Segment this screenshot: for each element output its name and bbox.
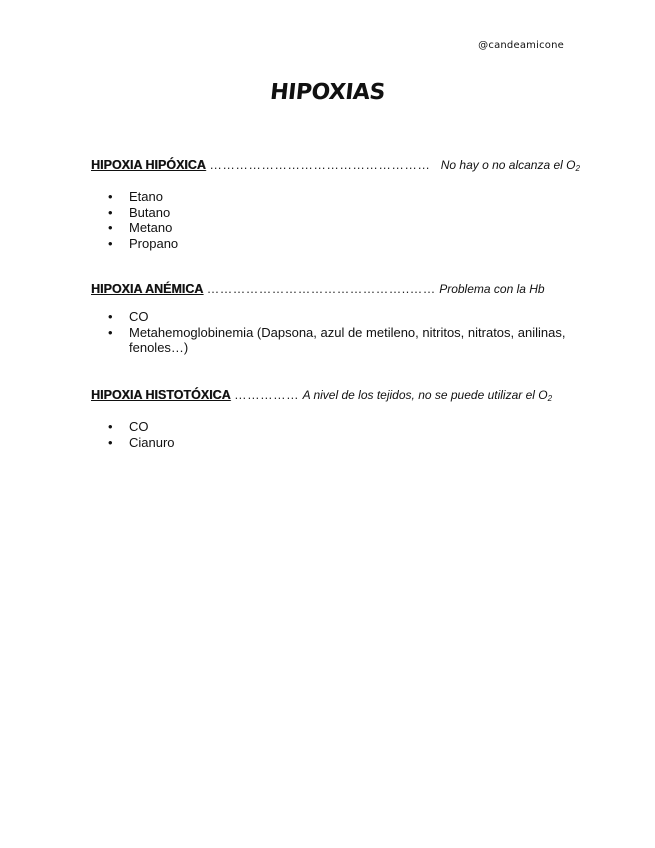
section-hipoxia-histotoxica (91, 387, 571, 450)
section-title: HIPOXIA HISTOTÓXICA (91, 388, 231, 402)
list-item: • Propano (129, 236, 571, 252)
subscript: 2 (547, 394, 553, 403)
list-item: • Metano (129, 220, 571, 236)
section-description: Problema con la Hb (439, 282, 545, 296)
section-description (441, 158, 580, 172)
list-item: • Cianuro (129, 435, 571, 451)
section-heading (91, 387, 571, 407)
bullet-list (91, 419, 571, 450)
section-hipoxia-hipoxica (91, 157, 580, 251)
section-heading (91, 157, 580, 177)
section-title: HIPOXIA HIPÓXICA (91, 158, 206, 172)
bullet-list (91, 189, 571, 251)
leader-dots: ………………………………………..…… (206, 282, 436, 296)
list-item: • Metahemoglobinemia (Dapsona, azul de metileno, nitritos, nitratos, anilinas, fenoles…) (129, 325, 571, 356)
section-description (303, 388, 552, 402)
section-hipoxia-anemica (91, 281, 571, 356)
section-title: HIPOXIA ANÉMICA (91, 282, 204, 296)
author-handle: @candeamicone (478, 40, 564, 51)
subscript: 2 (575, 164, 580, 173)
section-heading (91, 281, 571, 297)
page-title: HIPOXIAS (268, 80, 387, 105)
list-item: • Butano (129, 205, 571, 221)
list-item: • Etano (129, 189, 571, 205)
description-text: No hay o no alcanza el O (440, 158, 576, 172)
list-item: • CO (129, 419, 571, 435)
leader-dots: …………… (234, 388, 300, 402)
description-text: A nivel de los tejidos, no se puede utilizar el O (302, 388, 548, 402)
leader-dots: …………………………………………… (209, 158, 431, 172)
bullet-list (91, 309, 571, 356)
list-item: • CO (129, 309, 571, 325)
